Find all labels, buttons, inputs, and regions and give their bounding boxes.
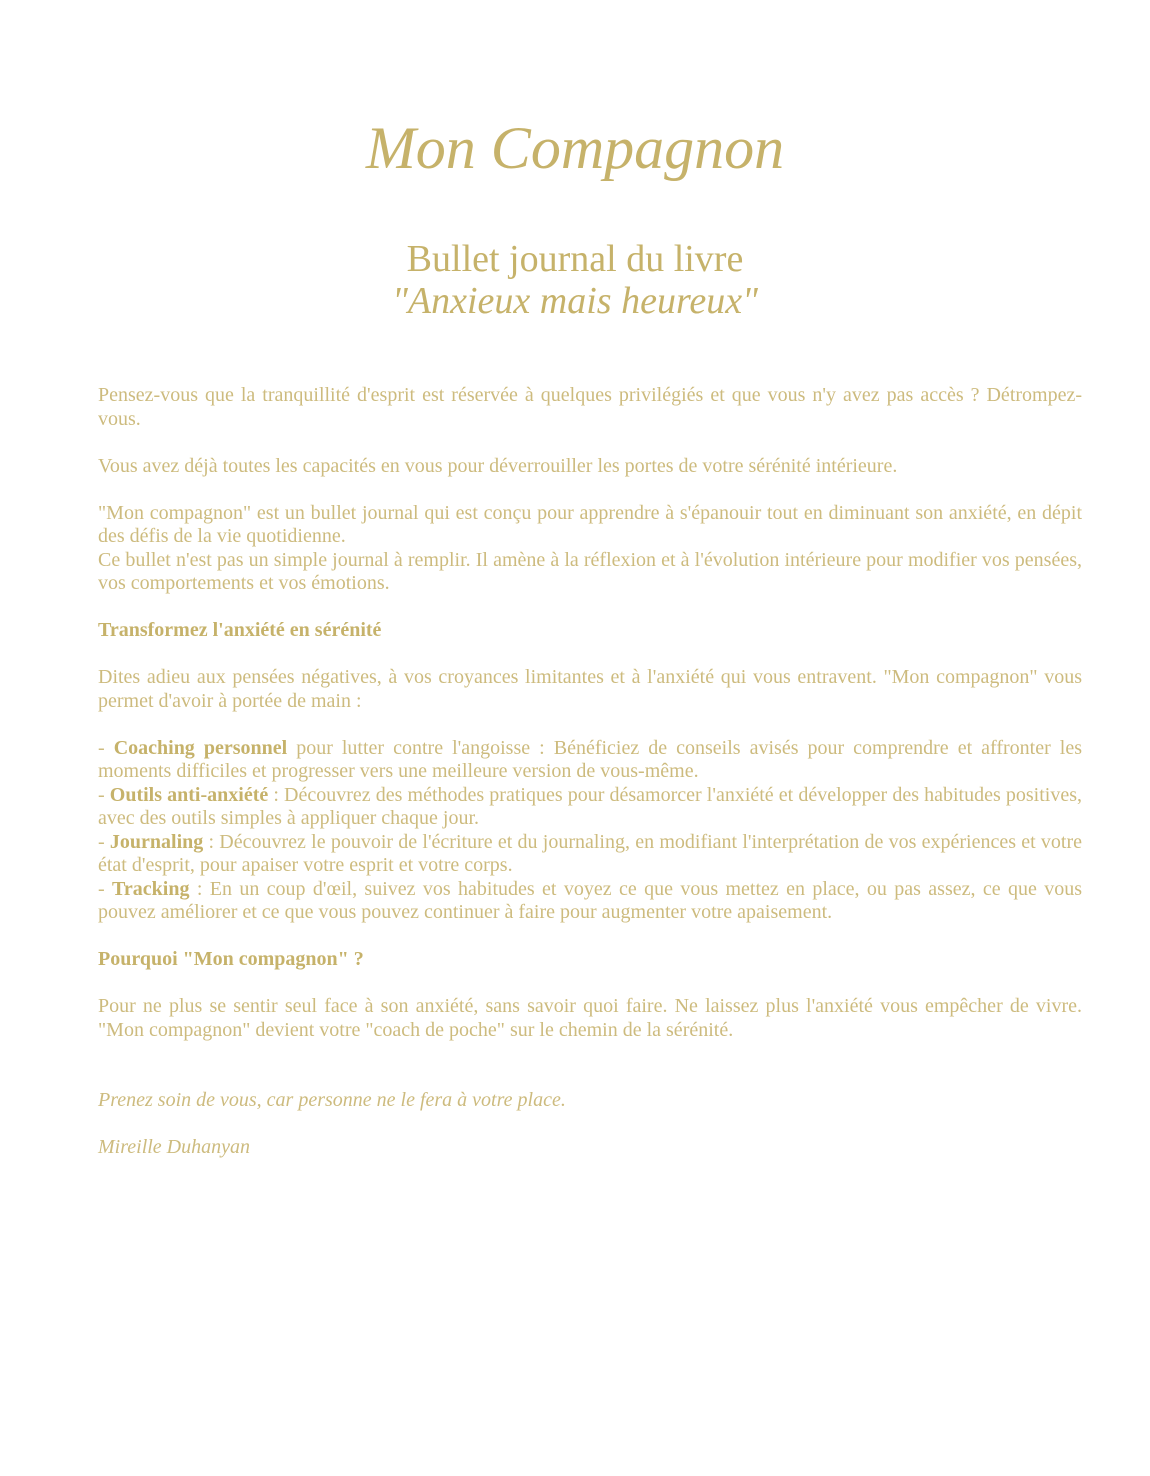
intro-paragraph-3a: "Mon compagnon" est un bullet journal qui est conçu pour apprendre à s'épanouir tout en diminuant son anxiété, en dépit des défis de la vie quotidienne. [98,501,1082,547]
feature-dash: - [98,877,113,900]
subtitle-line-2: "Anxieux mais heureux" [391,280,759,322]
intro-paragraph-3b: Ce bullet n'est pas un simple journal à remplir. Il amène à la réflexion et à l'évolution intérieure pour modifier vos pensées, vos comportements et vos émotions. [98,548,1082,594]
section-paragraph-pourquoi: Pour ne plus se sentir seul face à son anxiété, sans savoir quoi faire. Ne laissez plus l'anxiété vous empêcher de vivre. "Mon compagnon" devient votre "coach de poche" sur le chemin de la sérénité. [98,995,1082,1041]
feature-text-outils: : Découvrez des méthodes pratiques pour désamorcer l'anxiété et développer des habitudes positives, avec des outils simples à appliquer chaque jour. [98,783,1082,829]
page-title: Mon Compagnon [365,115,785,181]
feature-item-tracking [98,878,1082,924]
intro-paragraph-2: Vous avez déjà toutes les capacités en vous pour déverrouiller les portes de votre sérénité intérieure. [98,454,898,477]
feature-text-journaling: : Découvrez le pouvoir de l'écriture et du journaling, en modifiant l'interprétation de vos expériences et votre état d'esprit, pour apaiser votre esprit et votre corps. [98,830,1082,876]
feature-name-outils: Outils anti-anxiété [109,783,269,806]
feature-text-coaching: pour lutter contre l'angoisse : Bénéficiez de conseils avisés pour comprendre et affronter les moments difficiles et progresser vers une meilleure version de vous-même. [98,736,1082,782]
section-heading-pourquoi: Pourquoi "Mon compagnon" ? [98,948,364,970]
feature-item-coaching [98,737,1082,783]
feature-dash: - [98,736,114,759]
feature-dash: - [98,830,110,853]
feature-name-tracking: Tracking [112,877,190,900]
closing-quote: Prenez soin de vous, car personne ne le fera à votre place. [98,1089,566,1111]
feature-item-journaling [98,831,1082,877]
feature-text-tracking: : En un coup d'œil, suivez vos habitudes et voyez ce que vous mettez en place, ou pas assez, ce que vous pouvez améliorer et ce que vous pouvez continuer à faire pour augmenter votre apaisement. [98,877,1082,923]
feature-dash: - [98,783,110,806]
subtitle-line-1: Bullet journal du livre [406,238,744,280]
feature-item-outils [98,784,1082,830]
feature-list [98,737,1082,925]
section-heading-transform: Transformez l'anxiété en sérénité [98,619,382,641]
feature-name-journaling: Journaling [109,830,204,853]
page-subtitle [0,238,1150,322]
document-body [98,384,1082,1183]
section-paragraph-transform: Dites adieu aux pensées négatives, à vos croyances limitantes et à l'anxiété qui vous entravent. "Mon compagnon" vous permet d'avoir à portée de main : [98,666,1082,712]
author-signature: Mireille Duhanyan [98,1136,251,1158]
feature-name-coaching: Coaching personnel [113,736,288,759]
intro-paragraph-1: Pensez-vous que la tranquillité d'esprit est réservée à quelques privilégiés et que vous n'y avez pas accès ? Détrompez-vous. [98,384,1082,430]
